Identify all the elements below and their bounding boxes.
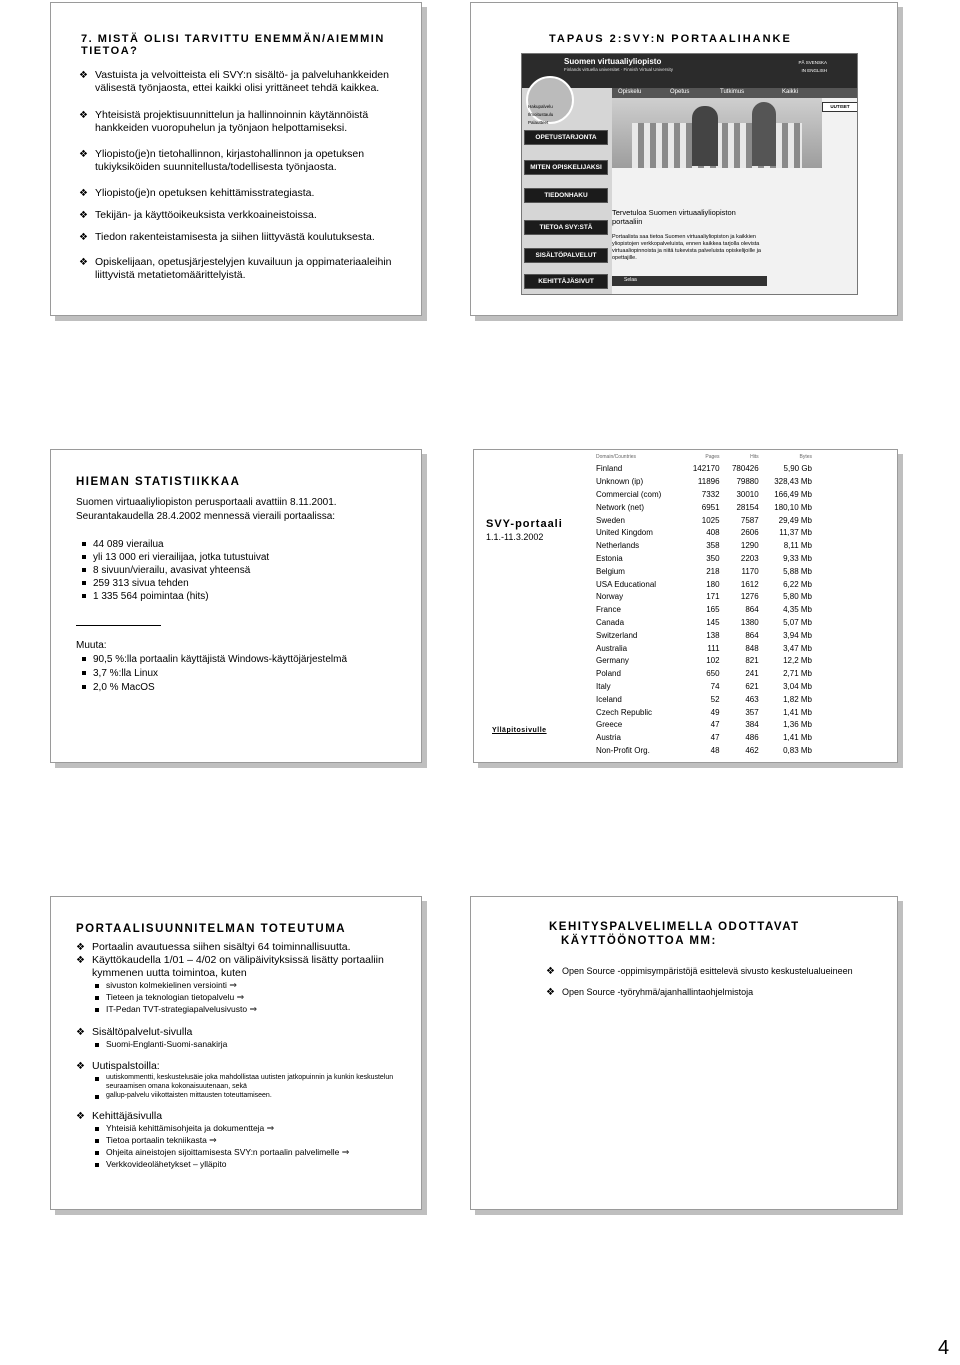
arrow-icon: ⇒ <box>341 1148 350 1158</box>
cell-bytes: 6,22 Mb <box>783 579 812 589</box>
cell-domain: Australia <box>596 643 628 653</box>
student-figure <box>692 106 718 166</box>
list-item: ❖ Open Source -oppimisympäristöjä esittelevä sivusto keskustelualueineen <box>546 965 886 978</box>
cell-hits: 30010 <box>736 489 759 499</box>
sub-item: Suomi-Englanti-Suomi-sanakirja <box>92 1039 416 1050</box>
cell-bytes: 5,80 Mb <box>783 592 812 602</box>
cell-pages: 408 <box>706 528 720 538</box>
cell-hits: 463 <box>745 694 759 704</box>
nav-kehittajasivut[interactable]: KEHITTÄJÄSIVUT <box>524 274 608 289</box>
side-link-palaute[interactable]: Palautteet <box>528 120 549 125</box>
cell-hits: 1612 <box>740 579 759 589</box>
cell-bytes: 5,88 Mb <box>783 566 812 576</box>
cell-bytes: 166,49 Mb <box>774 489 812 499</box>
cell-pages: 138 <box>706 630 720 640</box>
cell-domain: France <box>596 605 621 615</box>
sub-item-text: Yhteisiä kehittämisohjeita ja dokumentteja <box>106 1123 265 1133</box>
search-bar <box>612 276 767 286</box>
header-bytes: Bytes <box>799 454 812 460</box>
misc-heading: Muuta: <box>76 640 107 651</box>
cell-domain: Canada <box>596 617 625 627</box>
table-row <box>594 655 814 668</box>
cell-pages: 650 <box>706 669 720 679</box>
nav-sisaltopalvelut[interactable]: SISÄLTÖPALVELUT <box>524 248 608 263</box>
cell-hits: 780426 <box>731 464 759 474</box>
cell-hits: 1380 <box>740 617 759 627</box>
list-item-text: Sisältöpalvelut-sivulla <box>92 1026 193 1038</box>
portal-screenshot <box>521 53 858 295</box>
cell-pages: 350 <box>706 553 720 563</box>
tab-tutkimus[interactable]: Tutkimus <box>720 89 745 95</box>
cell-pages: 180 <box>706 579 720 589</box>
cell-domain: USA Educational <box>596 579 657 589</box>
cell-bytes: 180,10 Mb <box>774 502 812 512</box>
list-item-text: Uutispalstoilla: <box>92 1060 160 1072</box>
tab-kaikki[interactable]: Kaikki <box>782 89 799 95</box>
tracking-period-text: Seurantakaudella 28.4.2002 mennessä vieraili portaalissa: <box>76 511 336 522</box>
table-row <box>594 629 814 642</box>
cell-hits: 241 <box>745 669 759 679</box>
cell-hits: 486 <box>745 733 759 743</box>
cell-domain: Iceland <box>596 694 622 704</box>
list-item: ❖ Opiskelijaan, opetusjärjestelyjen kuvailuun ja oppimateriaaleihin liittyvistä metatietomäärittelyistä. <box>79 256 399 282</box>
sub-item <box>92 1147 416 1159</box>
cell-hits: 848 <box>745 643 759 653</box>
header-pages: Pages <box>705 454 720 460</box>
slide-title-line2: KÄYTTÖÖNOTTOA MM: <box>561 935 717 947</box>
cell-pages: 47 <box>710 720 720 730</box>
list-item: 1 335 564 poimintaa (hits) <box>79 590 269 603</box>
cell-bytes: 5,90 Gb <box>783 464 812 474</box>
slide-title-line1: KEHITYSPALVELIMELLA ODOTTAVAT <box>549 921 800 933</box>
cell-domain: Greece <box>596 720 623 730</box>
cell-pages: 48 <box>710 745 720 755</box>
cell-pages: 358 <box>706 541 720 551</box>
cell-pages: 47 <box>710 733 720 743</box>
slide-statistics <box>50 449 422 763</box>
table-row <box>594 745 814 758</box>
slide-missing-information <box>50 2 422 316</box>
cell-bytes: 1,82 Mb <box>783 694 812 704</box>
list-item: 90,5 %:lla portaalin käyttäjistä Windows-käyttöjärjestelmä <box>79 653 347 667</box>
cell-bytes: 3,47 Mb <box>783 643 812 653</box>
cell-hits: 1170 <box>741 566 759 576</box>
arrow-icon: ⇒ <box>236 993 245 1003</box>
list-item: 2,0 % MacOS <box>79 681 347 695</box>
sub-item <box>92 992 416 1004</box>
portal-site-subtitle: Finlands virtuella universitet · Finnish Virtual University <box>564 67 673 72</box>
list-item: ❖ Vastuista ja velvoitteista eli SVY:n sisältö- ja palveluhankkeiden välisestä työnjaosta, ettei kaikki olisi yrittäneet tehdä kaikkea. <box>79 69 399 95</box>
cell-bytes: 3,94 Mb <box>783 630 812 640</box>
cell-hits: 2203 <box>740 553 759 563</box>
cell-domain: United Kingdom <box>596 528 653 538</box>
list-item: ❖ Open Source -työryhmä/ajanhallintaohjelmistoja <box>546 986 886 999</box>
table-row <box>594 604 814 617</box>
cell-domain: Finland <box>596 464 623 474</box>
list-item <box>76 1110 416 1170</box>
list-item-text: Käyttökaudella 1/01 – 4/02 on välipäivityksissä lisätty portaaliin kymmenen uutta toimintoa, kuten <box>92 954 384 979</box>
slide-title: HIEMAN STATISTIIKKAA <box>76 476 241 488</box>
cell-pages: 171 <box>706 592 720 602</box>
cell-pages: 74 <box>710 681 720 691</box>
cell-domain: Poland <box>596 669 621 679</box>
side-link-ilmoitus[interactable]: Ilmoitustaulu <box>528 112 554 117</box>
cell-domain: Italy <box>596 681 611 691</box>
arrow-icon: ⇒ <box>229 981 237 991</box>
os-stats-list <box>79 653 347 695</box>
portal-site-title: Suomen virtuaaliyliopisto <box>564 57 662 66</box>
cell-domain: Network (net) <box>596 502 645 512</box>
table-row <box>594 540 814 553</box>
slide-title: PORTAALISUUNNITELMAN TOTEUTUMA <box>76 923 347 935</box>
cell-bytes: 29,49 Mb <box>778 515 812 525</box>
arrow-icon: ⇒ <box>209 1136 217 1146</box>
list-item <box>76 954 416 1016</box>
slide-dev-server <box>470 896 898 1210</box>
table-row <box>594 565 814 578</box>
cell-pages: 7332 <box>701 489 720 499</box>
cell-pages: 142170 <box>692 464 720 474</box>
cell-hits: 864 <box>745 630 759 640</box>
slide-title: TAPAUS 2:SVY:N PORTAALIHANKE <box>549 33 792 45</box>
cell-bytes: 0,83 Mb <box>783 745 812 755</box>
nav-miten-opiskelijaksi[interactable]: MITEN OPISKELIJAKSI <box>524 160 608 175</box>
admin-page-link[interactable]: Ylläpitosivulle <box>492 727 547 734</box>
table-row <box>594 693 814 706</box>
header-domain: Domain/Countries <box>596 454 637 460</box>
cell-bytes: 11,37 Mb <box>779 528 812 538</box>
cell-hits: 357 <box>745 707 759 717</box>
table-row <box>594 514 814 527</box>
table-row <box>594 463 814 476</box>
cell-domain: Non-Profit Org. <box>596 745 650 755</box>
student-figure <box>752 102 776 166</box>
list-item: ❖ Yliopisto(je)n opetuksen kehittämisstrategiasta. <box>79 187 399 200</box>
list-item: 44 089 vierailua <box>79 538 269 551</box>
slide-title: 7. MISTÄ OLISI TARVITTU ENEMMÄN/AIEMMIN TIETOA? <box>81 33 385 57</box>
list-item: 3,7 %:lla Linux <box>79 667 347 681</box>
sub-item-text: IT-Pedan TVT-strategiapalvelusivusto <box>106 1004 248 1014</box>
opening-date-text: Suomen virtuaaliyliopiston perusportaali avattiin 8.11.2001. <box>76 497 337 508</box>
cell-pages: 11896 <box>697 477 720 487</box>
visit-stats-list <box>79 538 269 603</box>
tab-opetus[interactable]: Opetus <box>670 89 690 95</box>
cell-bytes: 328,43 Mb <box>774 477 812 487</box>
table-row <box>594 681 814 694</box>
cell-bytes: 12,2 Mb <box>783 656 812 666</box>
slide-title: SVY-portaali <box>486 518 563 530</box>
sub-list <box>92 1123 416 1170</box>
table-row <box>594 578 814 591</box>
welcome-text: Portaalista saa tietoa Suomen virtuaaliyliopiston ja kaikkien yliopistojen verkkopalveluista, ennen kaikkea tarjolla olevista virtuaaliopinnoista ja niitä tukevista palveluista opiskelijoille ja opettajille. <box>612 234 761 261</box>
cell-domain: Belgium <box>596 566 625 576</box>
cell-pages: 6951 <box>701 502 720 512</box>
table-row <box>594 719 814 732</box>
cell-domain: Austria <box>596 733 621 743</box>
nav-opetustarjonta[interactable]: OPETUSTARJONTA <box>524 130 608 145</box>
cell-hits: 2606 <box>740 528 759 538</box>
slide-portal-case <box>470 2 898 316</box>
list-item: ❖ Tekijän- ja käyttöoikeuksista verkkoaineistoissa. <box>79 209 399 222</box>
arrow-icon: ⇒ <box>266 1124 275 1134</box>
table-row <box>594 732 814 745</box>
sub-item: Verkkovideolähetykset – ylläpito <box>92 1159 416 1170</box>
sub-item-text: Ohjeita aineistojen sijoittamisesta SVY:n portaalin palvelimelle <box>106 1147 340 1157</box>
table-row <box>594 489 814 502</box>
table-row <box>594 501 814 514</box>
sub-item <box>92 1123 416 1135</box>
cell-bytes: 5,07 Mb <box>783 617 812 627</box>
list-item: ❖ Tiedon rakenteistamisesta ja siihen liittyvästä koulutuksesta. <box>79 231 399 244</box>
cell-bytes: 1,41 Mb <box>783 733 812 743</box>
welcome-title: Tervetuloa Suomen virtuaaliyliopiston portaaliin <box>612 208 736 226</box>
tab-opiskelu[interactable]: Opiskelu <box>618 89 642 95</box>
waiting-list <box>546 965 886 1011</box>
sub-item <box>92 1004 416 1016</box>
cell-bytes: 1,36 Mb <box>783 720 812 730</box>
portal-banner-image <box>612 98 822 168</box>
arrow-icon: ⇒ <box>249 1005 258 1015</box>
table-row <box>594 553 814 566</box>
sub-item-text: Tieteen ja teknologian tietopalvelu <box>106 992 235 1002</box>
list-item: 8 sivuun/vierailu, avasivat yhteensä <box>79 564 269 577</box>
sub-item <box>92 980 416 992</box>
cell-bytes: 1,41 Mb <box>783 707 812 717</box>
sub-item-text: sivuston kolmekielinen versiointi <box>106 980 227 990</box>
list-item-text: Kehittäjäsivulla <box>92 1110 163 1122</box>
cell-hits: 621 <box>745 681 759 691</box>
table-row <box>594 617 814 630</box>
table-header-row <box>594 451 814 463</box>
list-item <box>76 1026 416 1050</box>
slide-domain-stats <box>473 449 898 763</box>
table-row <box>594 527 814 540</box>
cell-domain: Unknown (ip) <box>596 477 644 487</box>
lang-english-link[interactable]: IN ENGLISH <box>801 68 827 73</box>
nav-tietoa-svy[interactable]: TIETOA SVY:STÄ <box>524 220 608 235</box>
slide-portal-plan <box>50 896 422 1210</box>
table-row <box>594 591 814 604</box>
cell-pages: 145 <box>706 617 720 627</box>
cell-bytes: 8,11 Mb <box>783 541 812 551</box>
portal-header <box>522 54 857 88</box>
cell-pages: 218 <box>706 566 720 576</box>
cell-hits: 821 <box>745 656 759 666</box>
cell-domain: Norway <box>596 592 624 602</box>
lang-swedish-link[interactable]: PÅ SVENSKA <box>798 60 827 65</box>
sub-item-text: Tietoa portaalin tekniikasta <box>106 1135 207 1145</box>
cell-bytes: 2,71 Mb <box>783 669 812 679</box>
list-item: ❖ Yhteisistä projektisuunnittelun ja hallinnoinnin käytännöistä hankkeiden vuoropuhelun ja työnjaon helpottamiseksi. <box>79 109 399 135</box>
cell-pages: 52 <box>710 694 720 704</box>
nav-tiedonhaku[interactable]: TIEDONHAKU <box>524 188 608 203</box>
cell-hits: 7587 <box>740 515 759 525</box>
cell-hits: 1276 <box>740 592 759 602</box>
separator-line <box>76 625 161 626</box>
sub-item: gallup-palvelu viikottaisten mittausten toteuttamiseen. <box>92 1091 416 1100</box>
table-row <box>594 642 814 655</box>
table-row <box>594 476 814 489</box>
cell-pages: 102 <box>706 656 720 666</box>
table-row <box>594 668 814 681</box>
portal-tabs <box>612 88 857 98</box>
cell-hits: 462 <box>745 745 759 755</box>
period-text: 1.1.-11.3.2002 <box>486 532 544 542</box>
cell-pages: 111 <box>707 643 720 653</box>
cell-domain: Estonia <box>596 553 623 563</box>
cell-pages: 49 <box>710 707 720 717</box>
list-item: 259 313 sivua tehden <box>79 577 269 590</box>
sub-list <box>92 1039 416 1050</box>
news-label[interactable]: UUTISET <box>822 102 858 112</box>
cell-bytes: 4,35 Mb <box>783 605 812 615</box>
list-item: ❖ Portaalin avautuessa siihen sisältyi 64 toiminnallisuutta. <box>76 941 416 954</box>
sub-item: uutiskommentti, keskustelusäie joka mahdollistaa uutisten jatkopuinnin ja kunkin keskustelun seuraamisen omana kokonaisuutenaan, sekä <box>92 1073 416 1091</box>
cell-hits: 384 <box>745 720 759 730</box>
list-item: yli 13 000 eri vierailijaa, jotka tutustuivat <box>79 551 269 564</box>
cell-domain: Switzerland <box>596 630 638 640</box>
cell-domain: Commercial (com) <box>596 489 662 499</box>
list-item: ❖ Yliopisto(je)n tietohallinnon, kirjastohallinnon ja opetuksen tukiyksiköiden suunnitellusta/todellisesta työnjaosta. <box>79 148 399 174</box>
sub-list <box>92 1073 416 1100</box>
cell-pages: 1025 <box>701 515 720 525</box>
cell-domain: Czech Republic <box>596 707 653 717</box>
page-number: 4 <box>938 1337 950 1359</box>
search-label[interactable]: Selaa <box>624 277 637 283</box>
side-link-haku[interactable]: Hakupalvelu <box>528 104 553 109</box>
plan-list <box>76 941 416 1182</box>
cell-pages: 165 <box>706 605 720 615</box>
sub-item <box>92 1135 416 1147</box>
cell-hits: 28154 <box>736 502 759 512</box>
table-row <box>594 706 814 719</box>
cell-bytes: 9,33 Mb <box>783 553 812 563</box>
cell-domain: Germany <box>596 656 629 666</box>
domain-table <box>594 451 814 757</box>
cell-hits: 79880 <box>736 477 759 487</box>
cell-domain: Netherlands <box>596 541 640 551</box>
sub-list <box>92 980 416 1016</box>
cell-domain: Sweden <box>596 515 625 525</box>
cell-hits: 1290 <box>740 541 759 551</box>
list-item <box>76 1060 416 1100</box>
bullet-list <box>79 69 399 294</box>
header-hits: Hits <box>750 454 759 460</box>
cell-hits: 864 <box>745 605 759 615</box>
cell-bytes: 3,04 Mb <box>783 681 812 691</box>
